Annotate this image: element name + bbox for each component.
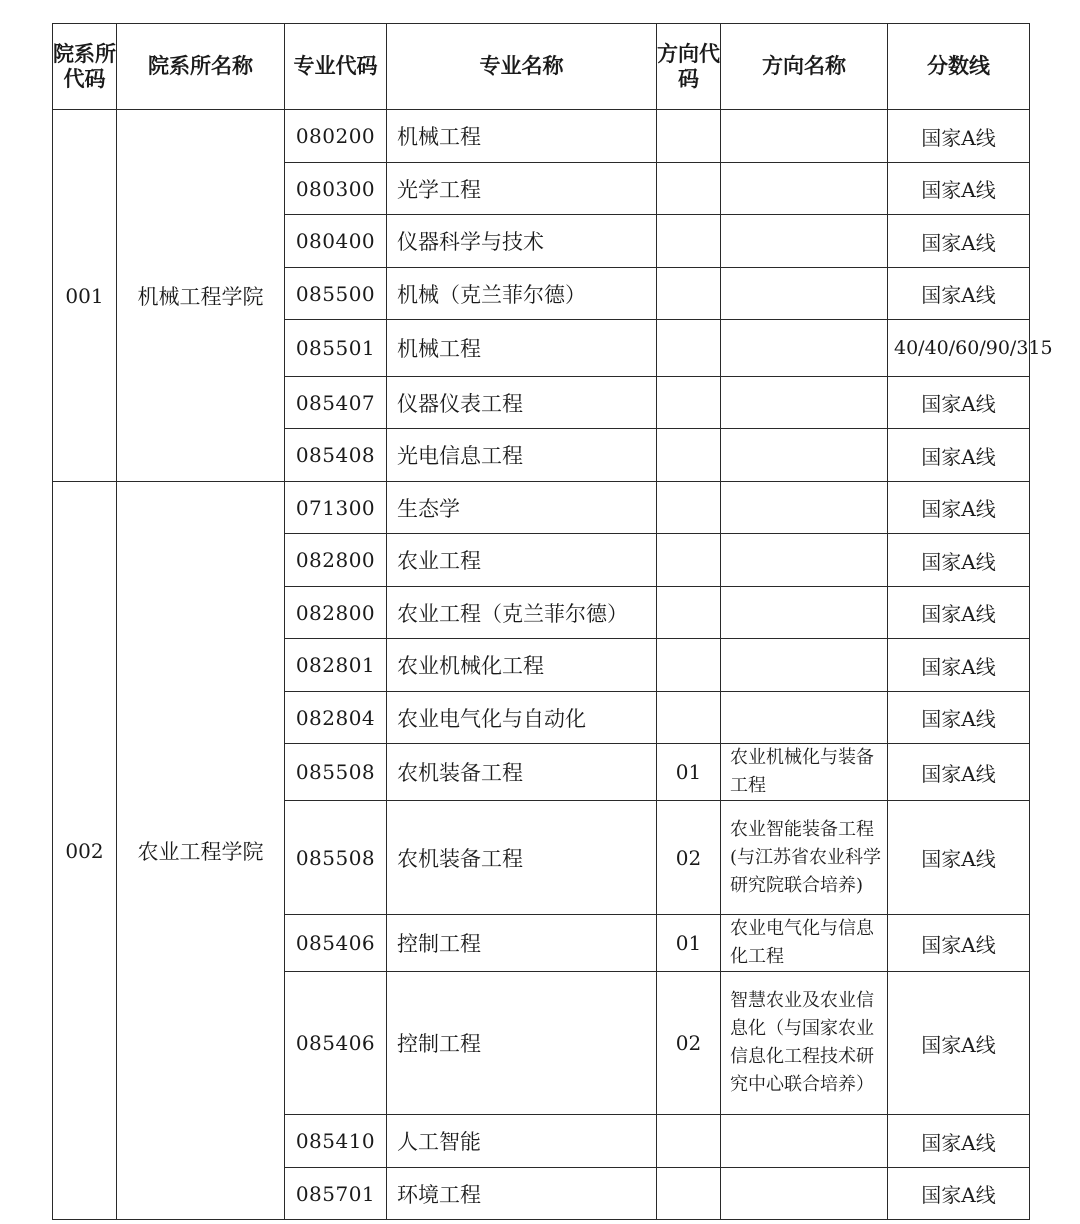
dir-name-cell [721, 639, 888, 692]
score-cell: 国家A线 [888, 972, 1030, 1115]
major-code-cell: 080300 [285, 163, 387, 215]
dir-code-cell: 01 [657, 744, 721, 801]
major-code-cell: 082801 [285, 639, 387, 692]
dept-code-cell: 002 [53, 482, 117, 1220]
major-code-cell: 071300 [285, 482, 387, 534]
major-code-cell: 080200 [285, 110, 387, 163]
header-dir-name: 方向名称 [721, 24, 888, 110]
dir-code-cell [657, 482, 721, 534]
major-code-cell: 085408 [285, 429, 387, 482]
dir-code-cell [657, 163, 721, 215]
dept-code-cell: 001 [53, 110, 117, 482]
dir-name-cell [721, 482, 888, 534]
score-cell: 国家A线 [888, 163, 1030, 215]
major-code-cell: 085508 [285, 801, 387, 915]
major-code-cell: 085501 [285, 320, 387, 377]
major-code-cell: 085406 [285, 915, 387, 972]
header-major-code: 专业代码 [285, 24, 387, 110]
major-name-cell: 机械工程 [387, 110, 657, 163]
dir-code-cell [657, 110, 721, 163]
dir-code-cell [657, 1168, 721, 1220]
dir-name-cell: 农业电气化与信息化工程 [721, 915, 888, 972]
score-table [52, 23, 1053, 1220]
header-score: 分数线 [888, 24, 1030, 110]
dir-code-cell [657, 1115, 721, 1168]
major-name-cell: 光电信息工程 [387, 429, 657, 482]
score-cell: 国家A线 [888, 1115, 1030, 1168]
header-major-name: 专业名称 [387, 24, 657, 110]
score-cell: 国家A线 [888, 268, 1030, 320]
score-cell: 国家A线 [888, 215, 1030, 268]
dir-name-cell [721, 1168, 888, 1220]
major-code-cell: 082800 [285, 587, 387, 639]
header-dept-code: 院系所代码 [53, 24, 117, 110]
score-cell: 国家A线 [888, 110, 1030, 163]
dir-code-cell [657, 268, 721, 320]
score-cell: 国家A线 [888, 429, 1030, 482]
major-name-cell: 控制工程 [387, 915, 657, 972]
dir-name-cell [721, 215, 888, 268]
score-cell: 国家A线 [888, 482, 1030, 534]
major-code-cell: 085508 [285, 744, 387, 801]
dir-name-cell: 农业机械化与装备工程 [721, 744, 888, 801]
major-code-cell: 085406 [285, 972, 387, 1115]
major-code-cell: 085407 [285, 377, 387, 429]
dept-name-cell: 机械工程学院 [117, 110, 285, 482]
score-cell: 国家A线 [888, 915, 1030, 972]
dir-code-cell [657, 587, 721, 639]
major-name-cell: 仪器仪表工程 [387, 377, 657, 429]
major-name-cell: 控制工程 [387, 972, 657, 1115]
dir-name-cell [721, 534, 888, 587]
dir-code-cell [657, 320, 721, 377]
dir-code-cell [657, 377, 721, 429]
dir-code-cell [657, 639, 721, 692]
score-cell: 40/40/60/90/315 [888, 320, 1030, 377]
major-name-cell: 农机装备工程 [387, 744, 657, 801]
dir-name-cell: 智慧农业及农业信息化（与国家农业信息化工程技术研究中心联合培养） [721, 972, 888, 1115]
dir-code-cell: 02 [657, 972, 721, 1115]
score-cell: 国家A线 [888, 587, 1030, 639]
dir-code-cell [657, 534, 721, 587]
dir-code-cell: 01 [657, 915, 721, 972]
dir-name-cell: 农业智能装备工程(与江苏省农业科学研究院联合培养) [721, 801, 888, 915]
score-cell: 国家A线 [888, 639, 1030, 692]
major-name-cell: 农业电气化与自动化 [387, 692, 657, 744]
major-name-cell: 农机装备工程 [387, 801, 657, 915]
major-name-cell: 农业工程（克兰菲尔德） [387, 587, 657, 639]
dir-name-cell [721, 377, 888, 429]
score-cell: 国家A线 [888, 801, 1030, 915]
major-name-cell: 仪器科学与技术 [387, 215, 657, 268]
dept-name-cell: 农业工程学院 [117, 482, 285, 1220]
dir-name-cell [721, 587, 888, 639]
dir-name-cell [721, 692, 888, 744]
score-cell: 国家A线 [888, 1168, 1030, 1220]
score-cell: 国家A线 [888, 692, 1030, 744]
table-row [53, 482, 1030, 534]
score-cell: 国家A线 [888, 377, 1030, 429]
dir-code-cell [657, 692, 721, 744]
major-name-cell: 机械工程 [387, 320, 657, 377]
dir-code-cell [657, 215, 721, 268]
major-code-cell: 082800 [285, 534, 387, 587]
table-header [53, 24, 1030, 110]
major-name-cell: 机械（克兰菲尔德） [387, 268, 657, 320]
major-code-cell: 082804 [285, 692, 387, 744]
table-row [53, 110, 1030, 163]
major-name-cell: 环境工程 [387, 1168, 657, 1220]
table-body [53, 110, 1053, 1220]
major-name-cell: 农业工程 [387, 534, 657, 587]
major-code-cell: 085701 [285, 1168, 387, 1220]
score-cell: 国家A线 [888, 744, 1030, 801]
major-name-cell: 农业机械化工程 [387, 639, 657, 692]
dir-name-cell [721, 110, 888, 163]
header-row [53, 24, 1030, 110]
major-name-cell: 生态学 [387, 482, 657, 534]
dir-code-cell [657, 429, 721, 482]
dir-code-cell: 02 [657, 801, 721, 915]
dir-name-cell [721, 268, 888, 320]
dir-name-cell [721, 163, 888, 215]
major-code-cell: 085410 [285, 1115, 387, 1168]
header-dir-code: 方向代码 [657, 24, 721, 110]
dir-name-cell [721, 320, 888, 377]
major-name-cell: 光学工程 [387, 163, 657, 215]
major-name-cell: 人工智能 [387, 1115, 657, 1168]
dir-name-cell [721, 1115, 888, 1168]
major-code-cell: 080400 [285, 215, 387, 268]
header-dept-name: 院系所名称 [117, 24, 285, 110]
dir-name-cell [721, 429, 888, 482]
major-code-cell: 085500 [285, 268, 387, 320]
score-cell: 国家A线 [888, 534, 1030, 587]
